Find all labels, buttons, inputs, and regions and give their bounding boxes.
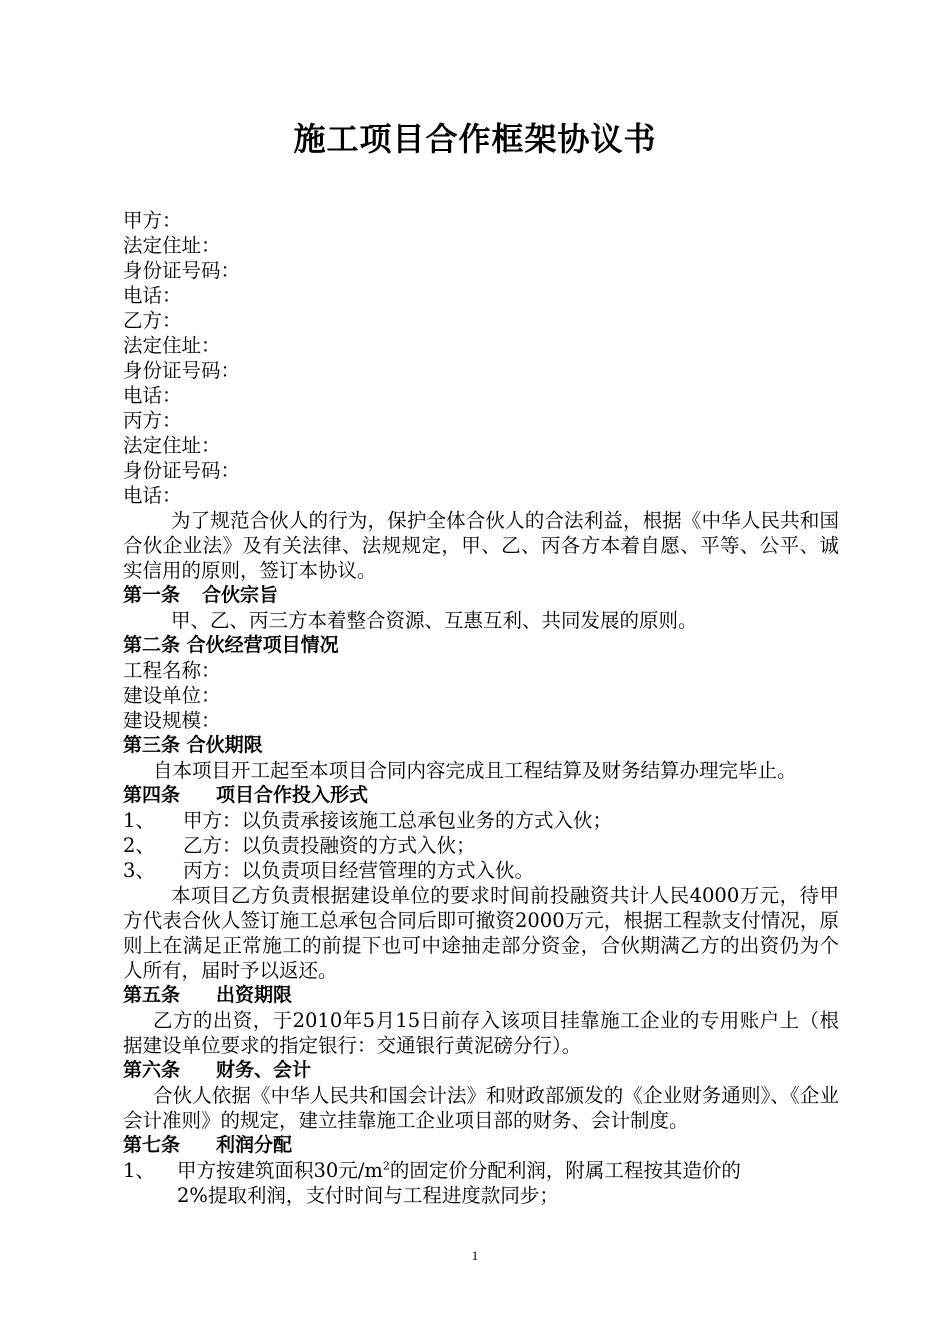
article-3-text: 自本项目开工起至本项目合同内容完成且工程结算及财务结算办理完毕止。	[153, 759, 797, 782]
article-7-heading: 第七条 利润分配	[123, 1134, 293, 1156]
article-4-item: 1、 甲方：以负责承接该施工总承包业务的方式入伙；	[123, 809, 613, 832]
party-line: 甲方：	[123, 209, 182, 232]
document-body	[123, 208, 839, 1208]
article-5-heading: 第五条 出资期限	[123, 984, 293, 1006]
party-line: 身份证号码：	[123, 359, 241, 382]
article-2-heading: 第二条 合伙经营项目情况	[123, 634, 339, 656]
article-6-heading: 第六条 财务、会计	[123, 1059, 312, 1081]
party-line: 丙方：	[123, 409, 182, 432]
party-line: 法定住址：	[123, 434, 221, 457]
party-line: 法定住址：	[123, 334, 221, 357]
article-3-heading: 第三条 合伙期限	[123, 734, 263, 756]
party-line: 法定住址：	[123, 234, 221, 257]
parties-block	[123, 208, 839, 508]
article-5-text: 乙方的出资，于2010年5月15日前存入该项目挂靠施工企业的专用账户上（根据建设单位要求的指定银行：交通银行黄泥磅分行）。	[123, 1009, 839, 1057]
article-7-item: 1、 甲方按建筑面积30元$/m^2$的固定价分配利润，附属工程按其造价的	[123, 1159, 741, 1182]
preamble-paragraph: 为了规范合伙人的行为，保护全体合伙人的合法利益，根据《中华人民共和国合伙企业法》及有关法律、法规规定，甲、乙、丙各方本着自愿、平等、公平、诚实信用的原则，签订本协议。	[123, 509, 839, 582]
article-2-item: 建设规模：	[123, 709, 221, 732]
article-1-heading: 第一条 合伙宗旨	[123, 584, 279, 606]
article-2-item: 建设单位：	[123, 684, 221, 707]
article-7-item-continuation: 2%提取利润，支付时间与工程进度款同步；	[177, 1184, 559, 1207]
party-line: 电话：	[123, 484, 182, 507]
party-line: 乙方：	[123, 309, 182, 332]
party-line: 电话：	[123, 384, 182, 407]
article-4-item: 2、 乙方：以负责投融资的方式入伙；	[123, 834, 476, 857]
article-7-item-text: 甲方按建筑面积30元$/m^2$的固定价分配利润，附属工程按其造价的	[177, 1159, 741, 1182]
article-1-text: 甲、乙、丙三方本着整合资源、互惠互利、共同发展的原则。	[171, 609, 698, 632]
article-6-text: 合伙人依据《中华人民共和国会计法》和财政部颁发的《企业财务通则》、《企业会计准则》的规定，建立挂靠施工企业项目部的财务、会计制度。	[123, 1084, 839, 1132]
article-2-item: 工程名称：	[123, 659, 221, 682]
article-4-heading: 第四条 项目合作投入形式	[123, 784, 369, 806]
article-4-text: 本项目乙方负责根据建设单位的要求时间前投融资共计人民4000万元，待甲方代表合伙人签订施工总承包合同后即可撤资2000万元，根据工程款支付情况，原则上在满足正常施工的前提下也可中途抽走部分资金，合伙期满乙方的出资仍为个人所有，届时予以返还。	[123, 884, 839, 982]
party-line: 身份证号码：	[123, 459, 241, 482]
document-title: 施工项目合作框架协议书	[293, 120, 657, 158]
page-number: 1	[471, 1248, 479, 1263]
party-line: 身份证号码：	[123, 259, 241, 282]
article-4-item: 3、 丙方：以负责项目经营管理的方式入伙。	[123, 859, 535, 882]
party-line: 电话：	[123, 284, 182, 307]
